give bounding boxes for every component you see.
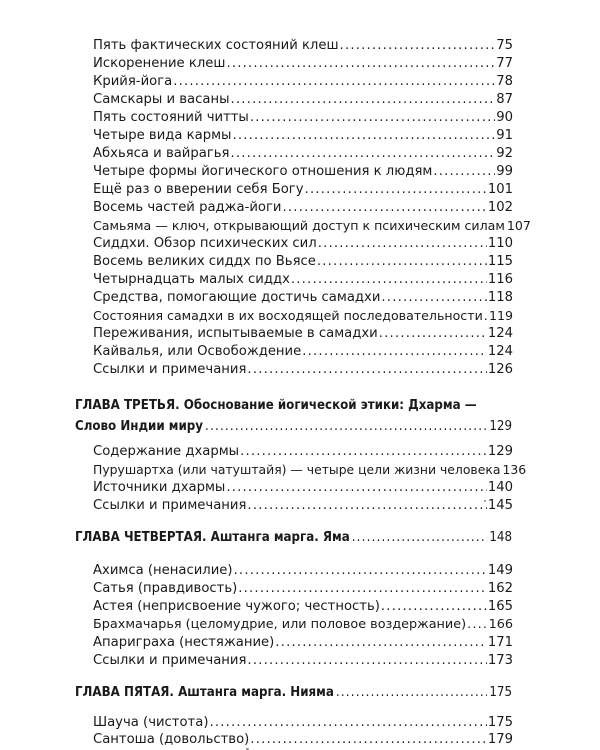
toc-entry-page: 92: [496, 146, 513, 161]
leader-dots: [205, 416, 487, 437]
toc-entry-page: 101: [487, 182, 513, 197]
leader-dots: [352, 527, 488, 548]
leader-dots: [467, 616, 487, 634]
toc-entry[interactable]: [93, 731, 513, 749]
toc-entry[interactable]: [93, 253, 513, 271]
chapter-heading[interactable]: [75, 527, 512, 548]
leader-dots: [240, 443, 487, 461]
toc-entry-page: 171: [487, 635, 513, 650]
leader-dots: [336, 682, 487, 703]
leader-dots: [232, 127, 495, 145]
chapter-title-text: [75, 682, 334, 703]
toc-entry-label: Абхьяса и вайрагья: [93, 146, 230, 161]
toc-entry-label: Четыре вида кармы: [93, 128, 232, 143]
toc-entry[interactable]: [93, 479, 513, 497]
toc-entry-label: Переживания, испытываемые в самадхи: [93, 326, 378, 341]
toc-entry-label: Кайвалья, или Освобождение: [93, 344, 302, 359]
toc-entry-page: 99: [496, 164, 513, 179]
toc-entry-page: 77: [496, 56, 513, 71]
leader-dots: [275, 634, 487, 652]
toc-entry-label: Самскары и васаны: [93, 92, 230, 107]
toc-entry-label: Четыре формы йогического отношения к людям: [93, 164, 433, 179]
leader-dots: [291, 271, 487, 289]
toc-entry[interactable]: [93, 714, 513, 732]
chapter-title: Аштанга марга. Яма: [210, 530, 350, 545]
toc-entry-page: 165: [487, 599, 513, 614]
scan-speck: [484, 500, 486, 502]
leader-dots: [250, 109, 495, 127]
chapter-heading[interactable]: [75, 682, 512, 703]
chapter-page: 129: [489, 419, 512, 434]
toc-entry-page: 149: [487, 563, 513, 578]
toc-entry-page: 90: [496, 110, 513, 125]
leader-dots: [234, 562, 487, 580]
chapter-page: 175: [489, 685, 512, 700]
leader-dots: [247, 497, 486, 515]
chapter-number: ГЛАВА ЧЕТВЕРТАЯ.: [75, 530, 207, 545]
toc-entry-page: 116: [487, 272, 513, 287]
leader-dots: [283, 199, 487, 217]
toc-entry-label: Крийя-йога: [93, 74, 173, 89]
toc-entry-page: 119: [488, 308, 513, 323]
toc-entry-label: Ещё раз о вверении себя Богу: [93, 182, 304, 197]
leader-dots: [302, 343, 487, 361]
leader-dots: [250, 731, 487, 749]
toc-entry-page: 179: [487, 732, 513, 747]
toc-entry[interactable]: [93, 652, 513, 670]
leader-dots: [209, 714, 486, 732]
leader-dots: [230, 145, 495, 163]
toc-entry[interactable]: [93, 55, 513, 73]
toc-entry-label: Сантоша (довольство): [93, 732, 250, 747]
toc-entry-label: Ссылки и примечания: [93, 653, 247, 668]
toc-entry[interactable]: [93, 271, 513, 289]
toc-entry-label: Ахимса (ненасилие): [93, 563, 233, 578]
toc-entry-label: Четырнадцать малых сиддх: [93, 272, 290, 287]
toc-entry[interactable]: [93, 163, 513, 181]
leader-dots: [318, 235, 487, 253]
toc-entry-label: Состояния самадхи в их восходящей последовательности: [93, 308, 483, 323]
chapter-title-line: [75, 527, 512, 548]
toc-entry[interactable]: [93, 199, 513, 217]
toc-entry-label: Апариграха (нестяжание): [93, 635, 275, 650]
toc-entry-label: Брахмачарья (целомудрие, или половое воздержание): [93, 617, 467, 632]
toc-entry-label: Искоренение клеш: [93, 56, 226, 71]
leader-dots: [231, 91, 496, 109]
toc-entry-label: Ссылки и примечания: [93, 362, 247, 377]
leader-dots: [305, 181, 487, 199]
leader-dots: [381, 598, 487, 616]
toc-entry-label: Самьяма — ключ, открывающий доступ к психическим силам: [93, 218, 505, 233]
leader-dots: [247, 652, 486, 670]
chapter-title: Аштанга марга. Нияма: [178, 685, 334, 700]
toc-entry-page: 173: [487, 653, 513, 668]
toc-entry[interactable]: [93, 73, 513, 91]
leader-dots: [226, 479, 487, 497]
chapter-title-line1: [75, 395, 512, 416]
toc-entry[interactable]: [93, 361, 513, 379]
toc-entry-page: 166: [488, 617, 513, 632]
leader-dots: [433, 163, 495, 181]
chapter-number: ГЛАВА ТРЕТЬЯ.: [75, 398, 180, 413]
toc-entry-page: 145: [487, 498, 513, 513]
toc-entry-page: 110: [487, 236, 513, 251]
leader-dots: [340, 37, 496, 55]
toc-entry-page: 78: [496, 74, 513, 89]
toc-entry[interactable]: [93, 634, 513, 652]
toc-entry-label: Пурушартха (или чатуштайя) — четыре цели жизни человека: [93, 462, 501, 477]
toc-entry[interactable]: [93, 127, 513, 145]
leader-dots: [317, 253, 487, 271]
chapter-title-continued: Слово Индии миру: [75, 419, 204, 434]
chapter-title-line: [75, 682, 512, 703]
leader-dots: [381, 289, 486, 307]
toc-entry-label: Восемь великих сиддх по Вьясе: [93, 254, 316, 269]
chapter-heading[interactable]: [75, 395, 512, 437]
toc-entry-label: Шауча (чистота): [93, 715, 209, 730]
leader-dots: [226, 55, 495, 73]
toc-entry-page: 126: [487, 362, 513, 377]
toc-entry-page: 162: [487, 581, 513, 596]
leader-dots: [379, 325, 487, 343]
toc-entry-page: 102: [487, 200, 513, 215]
toc-entry[interactable]: [93, 443, 513, 461]
chapter-title-line2: [75, 416, 512, 437]
toc-entry[interactable]: [93, 217, 531, 235]
toc-entry[interactable]: [93, 325, 513, 343]
toc-entry-label: Содержание дхармы: [93, 444, 240, 459]
toc-entry-page: 124: [487, 326, 513, 341]
toc-entry[interactable]: [93, 461, 527, 479]
toc-entry[interactable]: [93, 616, 513, 634]
chapter-number: ГЛАВА ПЯТАЯ.: [75, 685, 174, 700]
toc-entry[interactable]: [93, 181, 513, 199]
toc-entry[interactable]: [93, 307, 513, 325]
toc-entry[interactable]: [93, 289, 513, 307]
toc-entry-label: Сатья (правдивость): [93, 581, 238, 596]
toc-entry-label: Средства, помогающие достичь самадхи: [93, 290, 381, 305]
toc-entry-page: 124: [487, 344, 513, 359]
leader-dots: [247, 361, 486, 379]
toc-entry[interactable]: [93, 109, 513, 127]
toc-entry-page: 91: [496, 128, 513, 143]
toc-entry-label: Восемь частей раджа-йоги: [93, 200, 282, 215]
toc-entry[interactable]: [93, 343, 513, 361]
toc-entry-page: 87: [496, 92, 513, 107]
toc-entry-label: Астея (неприсвоение чужого; честность): [93, 599, 380, 614]
chapter-title: Обоснование йогической этики: Дхарма —: [183, 398, 477, 413]
toc-entry-page: 75: [496, 38, 513, 53]
toc-entry-label: Пять фактических состояний клеш: [93, 38, 339, 53]
chapter-page: 148: [489, 530, 512, 545]
leader-dots: [484, 307, 488, 325]
leader-dots: [238, 580, 487, 598]
toc-entry-page: 129: [487, 444, 513, 459]
toc-entry-page: 175: [487, 715, 513, 730]
leader-dots: [173, 73, 495, 91]
toc-entry-page: 140: [487, 480, 513, 495]
toc-entry[interactable]: [93, 37, 513, 55]
toc-entry[interactable]: [93, 145, 513, 163]
toc-entry-page: 115: [487, 254, 513, 269]
toc-entry-label: Ссылки и примечания: [93, 498, 247, 513]
toc-entry-page: 107: [506, 218, 531, 233]
toc-entry-label: Источники дхармы: [93, 480, 226, 495]
toc-entry[interactable]: [93, 91, 513, 109]
toc-entry-label: Пять состояний читты: [93, 110, 249, 125]
chapter-title-text: [75, 527, 350, 548]
toc-entry[interactable]: [93, 598, 513, 616]
toc-entry[interactable]: [93, 562, 513, 580]
toc-entry-page: 136: [502, 462, 527, 477]
toc-entry[interactable]: [93, 235, 513, 253]
toc-entry-label: Сиддхи. Обзор психических сил: [93, 236, 317, 251]
toc-entry[interactable]: [93, 497, 513, 515]
toc-entry-page: 118: [487, 290, 513, 305]
toc-entry[interactable]: [93, 580, 513, 598]
